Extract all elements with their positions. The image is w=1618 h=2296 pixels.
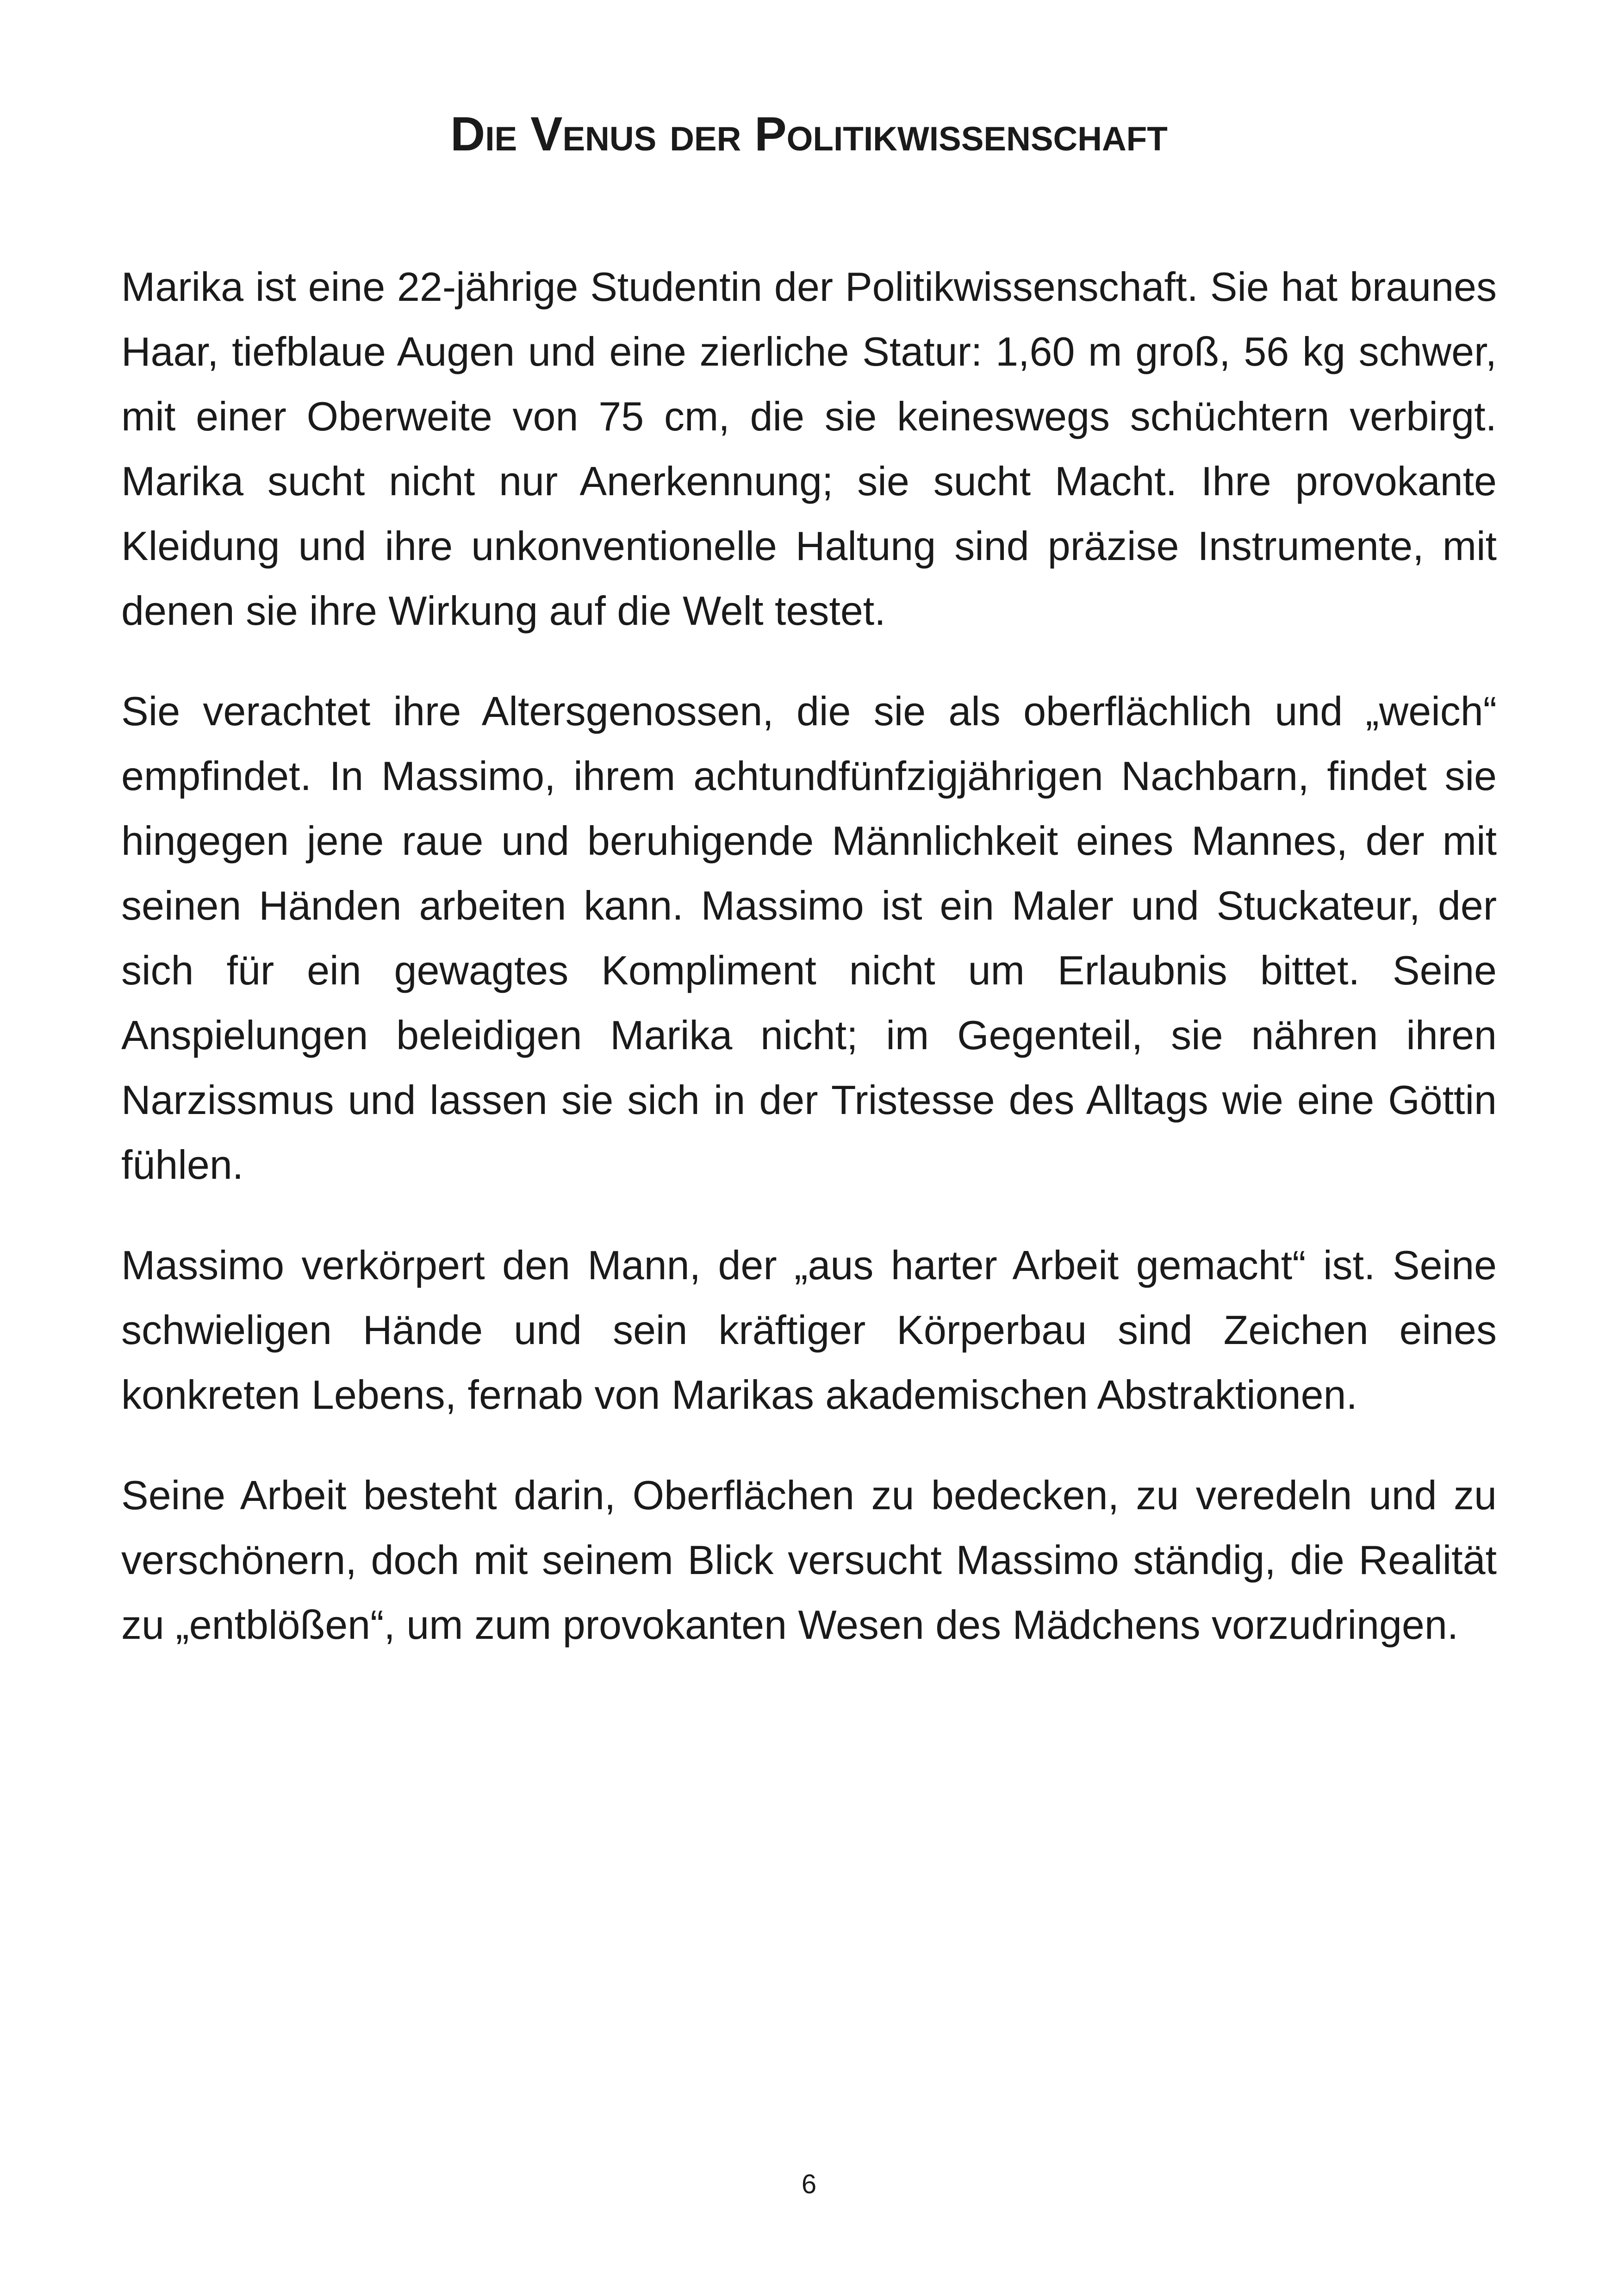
paragraph-3: Massimo verkörpert den Mann, der „aus harter Arbeit gemacht“ ist. Seine schwieligen Hände und sein kräftiger Körperbau sind Zeichen eines konkreten Lebens, fernab von Marikas akademischen Abstraktionen. — [121, 1242, 1497, 1418]
body-text — [121, 255, 1497, 1693]
paragraph-2: Sie verachtet ihre Altersgenossen, die sie als oberflächlich und „weich“ empfindet. In Massimo, ihrem achtundfünfzigjährigen Nachbarn, findet sie hingegen jene raue und beruhigende Männlichkeit eines Mannes, der mit seinen Händen arbeiten kann. Massimo ist ein Maler und Stuckateur, der sich für ein gewagtes Kompliment nicht um Erlaubnis bittet. Seine Anspielungen beleidigen Marika nicht; im Gegenteil, sie nähren ihren Narzissmus und lassen sie sich in der Tristesse des Alltags wie eine Göttin fühlen. — [121, 688, 1497, 1188]
page-number: 6 — [801, 2169, 817, 2199]
paragraph-1: Marika ist eine 22-jährige Studentin der Politikwissenschaft. Sie hat braunes Haar, tiefblaue Augen und eine zierliche Statur: 1,60 m groß, 56 kg schwer, mit einer Oberweite von 75 cm, die sie keineswegs schüchtern verbirgt. Marika sucht nicht nur Anerkennung; sie sucht Macht. Ihre provokante Kleidung und ihre unkonventionelle Haltung sind präzise Instrumente, mit denen sie ihre Wirkung auf die Welt testet. — [121, 264, 1497, 634]
page-title: Die Venus der Politikwissenschaft — [450, 107, 1168, 161]
paragraph-4: Seine Arbeit besteht darin, Oberflächen zu bedecken, zu veredeln und zu verschönern, doch mit seinem Blick versucht Massimo ständig, die Realität zu „entblößen“, um zum provokanten Wesen des Mädchens vorzudringen. — [121, 1472, 1497, 1648]
